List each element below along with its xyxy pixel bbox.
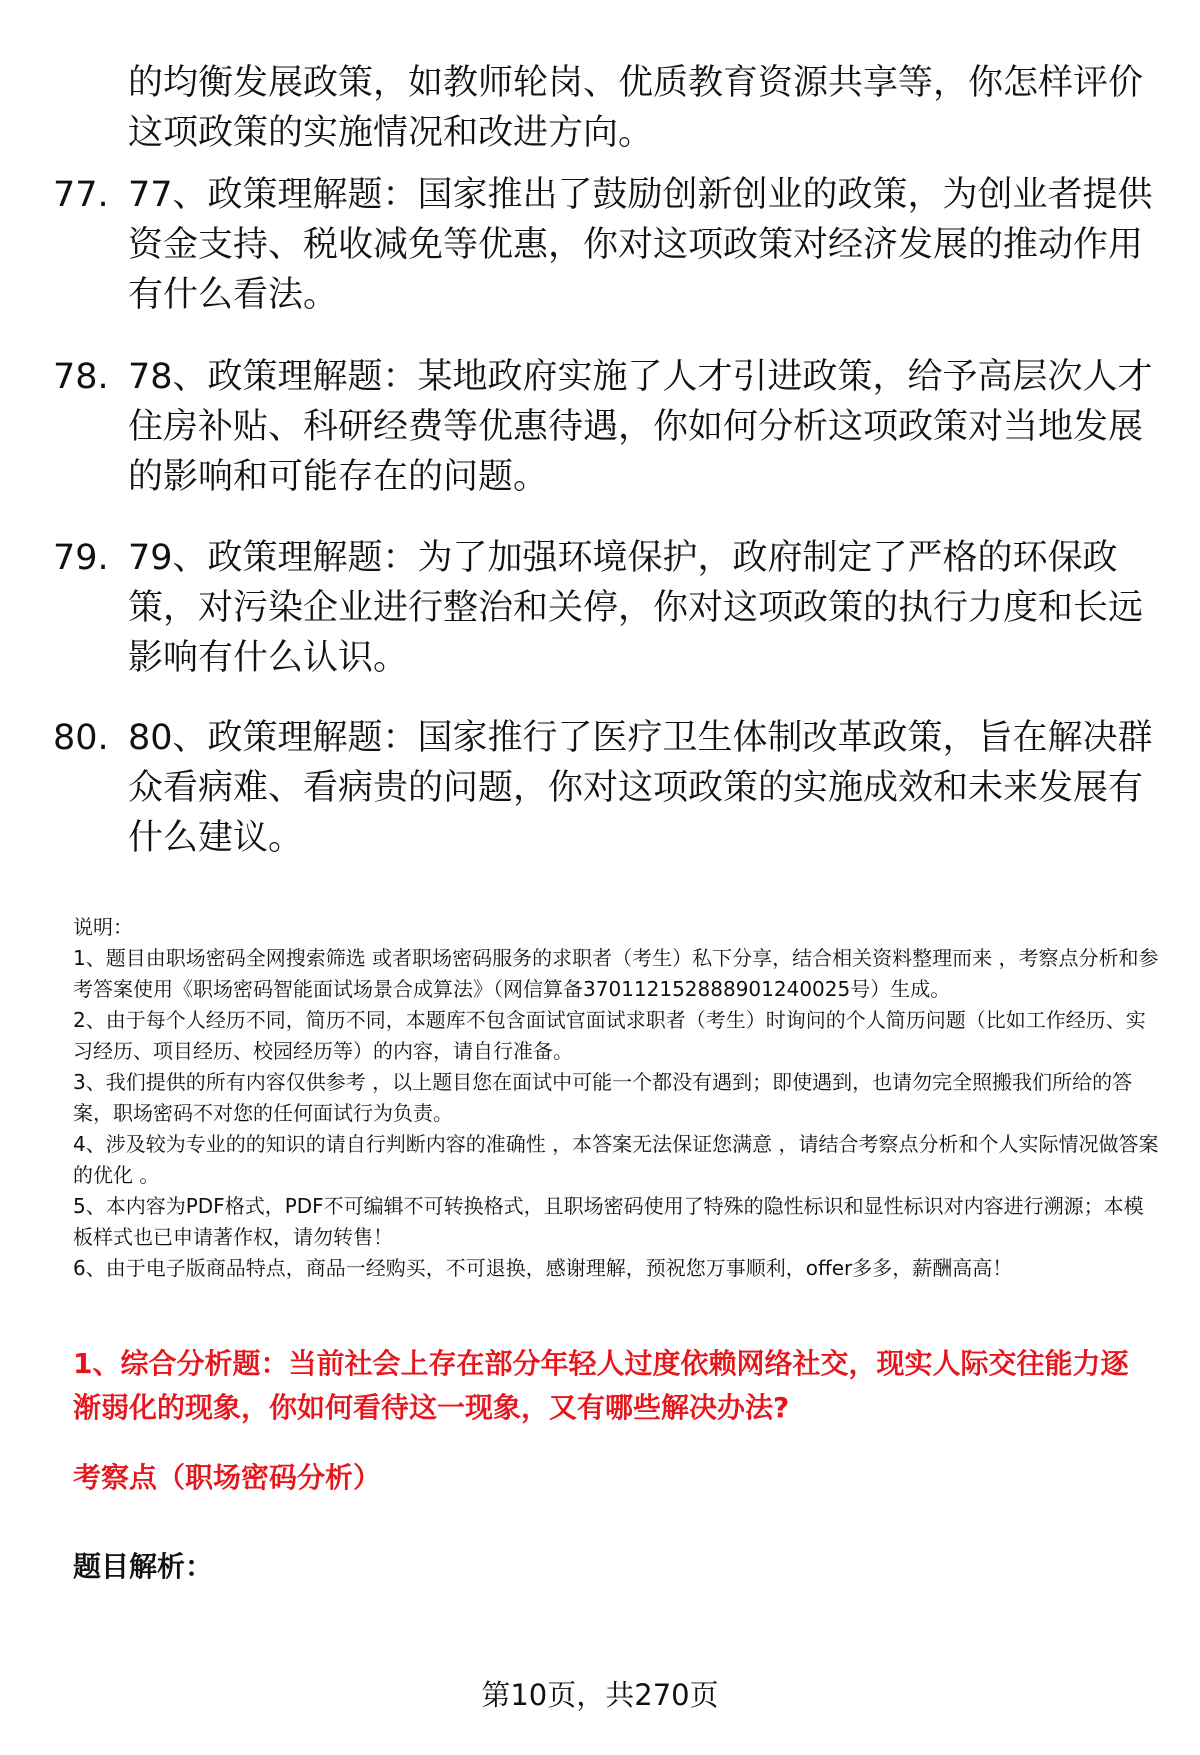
section-question: 1、综合分析题：当前社会上存在部分年轻人过度依赖网络社交，现实人际交往能力逐渐弱化的现象，你如何看待这一现象，又有哪些解决办法?	[73, 1347, 1129, 1424]
question-text: 79、政策理解题：为了加强环境保护，政府制定了严格的环保政策，对污染企业进行整治和关停，你对这项政策的执行力度和长远影响有什么认识。	[128, 538, 1144, 678]
question-text: 77、政策理解题：国家推出了鼓励创新创业的政策，为创业者提供资金支持、税收减免等优惠，你对这项政策对经济发展的推动作用有什么看法。	[128, 175, 1153, 315]
analysis-label: 题目解析：	[73, 1550, 214, 1583]
note-item: 1、题目由职场密码全网搜索筛选 或者职场密码服务的求职者（考生）私下分享，结合相关资料整理而来 ，考察点分析和参考答案使用《职场密码智能面试场景合成算法》（网信算备370112152888901240025号）生成。	[73, 946, 1159, 1001]
page-number: 第10页，共270页	[481, 1678, 719, 1712]
list-number: 77.	[53, 175, 109, 215]
list-number: 80.	[53, 718, 109, 758]
note-item: 3、我们提供的所有内容仅供参考 ，以上题目您在面试中可能一个都没有遇到；即使遇到，也请勿完全照搬我们所给的答案，职场密码不对您的任何面试行为负责。	[73, 1070, 1133, 1125]
note-item: 4、涉及较为专业的的知识的请自行判断内容的准确性 ，本答案无法保证您满意 ，请结合考察点分析和个人实际情况做答案的优化 。	[73, 1132, 1159, 1187]
point-label: 考察点（职场密码分析）	[73, 1461, 382, 1494]
list-number: 78.	[53, 357, 109, 397]
list-number: 79.	[53, 538, 109, 578]
question-text: 80、政策理解题：国家推行了医疗卫生体制改革政策，旨在解决群众看病难、看病贵的问题，你对这项政策的实施成效和未来发展有什么建议。	[128, 718, 1153, 858]
note-item: 2、由于每个人经历不同，简历不同，本题库不包含面试官面试求职者（考生）时询问的个人简历问题（比如工作经历、实习经历、项目经历、校园经历等）的内容，请自行准备。	[73, 1008, 1146, 1063]
note-item: 6、由于电子版商品特点，商品一经购买，不可退换，感谢理解，预祝您万事顺利，offer多多，薪酬高高！	[73, 1256, 1013, 1280]
question-text: 78、政策理解题：某地政府实施了人才引进政策，给予高层次人才住房补贴、科研经费等优惠待遇，你如何分析这项政策对当地发展的影响和可能存在的问题。	[128, 357, 1153, 497]
notes-title: 说明：	[73, 915, 133, 939]
question-text: 的均衡发展政策，如教师轮岗、优质教育资源共享等，你怎样评价这项政策的实施情况和改进方向。	[128, 63, 1144, 153]
notes-block	[73, 912, 1163, 1284]
note-item: 5、本内容为PDF格式，PDF不可编辑不可转换格式，且职场密码使用了特殊的隐性标识和显性标识对内容进行溯源；本模板样式也已申请著作权，请勿转售！	[73, 1194, 1144, 1249]
